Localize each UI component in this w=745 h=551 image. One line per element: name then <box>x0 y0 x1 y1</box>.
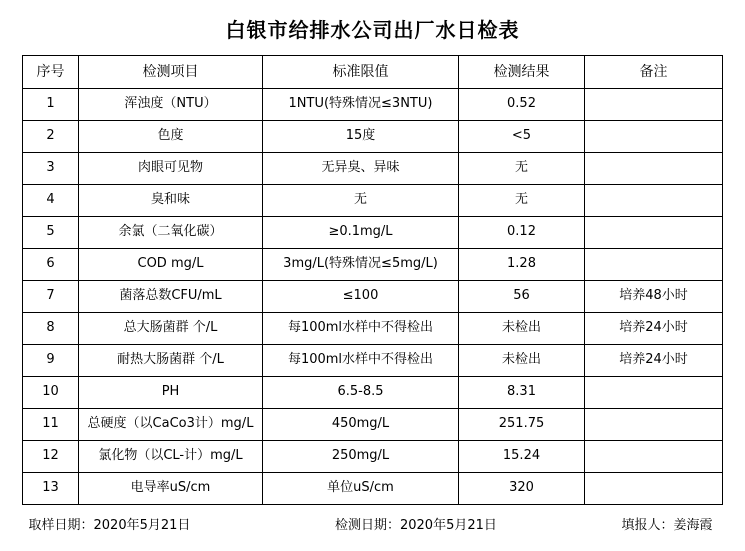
table-row <box>23 377 723 409</box>
cell-item: 臭和味 <box>79 185 263 217</box>
cell-item: 肉眼可见物 <box>79 153 263 185</box>
cell-no: 8 <box>23 313 79 345</box>
table-row <box>23 473 723 505</box>
cell-result: 未检出 <box>459 313 585 345</box>
cell-limit: 1NTU(特殊情况≤3NTU) <box>263 89 459 121</box>
report-footer <box>23 505 723 533</box>
cell-note: 培养24小时 <box>585 345 723 377</box>
cell-limit: 无 <box>263 185 459 217</box>
cell-limit: 15度 <box>263 121 459 153</box>
cell-limit: 450mg/L <box>263 409 459 441</box>
cell-limit: 250mg/L <box>263 441 459 473</box>
column-header-no: 序号 <box>23 56 79 89</box>
cell-note <box>585 473 723 505</box>
cell-note: 培养24小时 <box>585 313 723 345</box>
sample-date: 取样日期：2020年5月21日 <box>28 518 191 533</box>
test-date: 检测日期：2020年5月21日 <box>334 518 497 533</box>
cell-limit: 每100ml水样中不得检出 <box>263 345 459 377</box>
cell-item: 总大肠菌群 个/L <box>79 313 263 345</box>
cell-note <box>585 89 723 121</box>
table-header-row <box>23 56 723 89</box>
table-row <box>23 249 723 281</box>
cell-no: 4 <box>23 185 79 217</box>
cell-limit: ≤100 <box>263 281 459 313</box>
cell-no: 2 <box>23 121 79 153</box>
table-row <box>23 281 723 313</box>
cell-no: 7 <box>23 281 79 313</box>
cell-note <box>585 153 723 185</box>
table-row <box>23 121 723 153</box>
table-row <box>23 345 723 377</box>
cell-no: 5 <box>23 217 79 249</box>
cell-no: 10 <box>23 377 79 409</box>
table-header <box>23 56 723 89</box>
cell-item: COD mg/L <box>79 249 263 281</box>
cell-item: 耐热大肠菌群 个/L <box>79 345 263 377</box>
cell-note <box>585 121 723 153</box>
table-row <box>23 217 723 249</box>
cell-result: 1.28 <box>459 249 585 281</box>
cell-item: 氯化物（以CL-计）mg/L <box>79 441 263 473</box>
cell-note <box>585 249 723 281</box>
table-row <box>23 153 723 185</box>
cell-limit: 6.5-8.5 <box>263 377 459 409</box>
cell-limit: 每100ml水样中不得检出 <box>263 313 459 345</box>
cell-result: 未检出 <box>459 345 585 377</box>
table-row <box>23 441 723 473</box>
cell-limit: ≥0.1mg/L <box>263 217 459 249</box>
cell-no: 3 <box>23 153 79 185</box>
table-body <box>23 89 723 505</box>
cell-note <box>585 441 723 473</box>
cell-note <box>585 185 723 217</box>
column-header-result: 检测结果 <box>459 56 585 89</box>
cell-result: 0.12 <box>459 217 585 249</box>
filler-name: 填报人：姜海霞 <box>621 518 713 533</box>
cell-no: 12 <box>23 441 79 473</box>
cell-limit: 无异臭、异味 <box>263 153 459 185</box>
column-header-limit: 标准限值 <box>263 56 459 89</box>
table-row <box>23 313 723 345</box>
cell-note <box>585 217 723 249</box>
cell-result: 无 <box>459 185 585 217</box>
cell-limit: 3mg/L(特殊情况≤5mg/L) <box>263 249 459 281</box>
cell-no: 13 <box>23 473 79 505</box>
cell-note: 培养48小时 <box>585 281 723 313</box>
cell-item: 总硬度（以CaCo3计）mg/L <box>79 409 263 441</box>
cell-item: PH <box>79 377 263 409</box>
table-row <box>23 185 723 217</box>
cell-item: 余氯（二氧化碳） <box>79 217 263 249</box>
cell-result: 251.75 <box>459 409 585 441</box>
cell-limit: 单位uS/cm <box>263 473 459 505</box>
table-row <box>23 409 723 441</box>
column-header-item: 检测项目 <box>79 56 263 89</box>
cell-result: 320 <box>459 473 585 505</box>
cell-item: 色度 <box>79 121 263 153</box>
cell-result: 8.31 <box>459 377 585 409</box>
cell-no: 1 <box>23 89 79 121</box>
water-inspection-table <box>22 55 723 505</box>
cell-result: 56 <box>459 281 585 313</box>
table-row <box>23 89 723 121</box>
cell-no: 9 <box>23 345 79 377</box>
page-title: 白银市给排水公司出厂水日检表 <box>225 18 520 42</box>
cell-result: <5 <box>459 121 585 153</box>
cell-note <box>585 409 723 441</box>
cell-no: 11 <box>23 409 79 441</box>
cell-result: 15.24 <box>459 441 585 473</box>
cell-note <box>585 377 723 409</box>
column-header-note: 备注 <box>585 56 723 89</box>
cell-item: 电导率uS/cm <box>79 473 263 505</box>
cell-result: 无 <box>459 153 585 185</box>
cell-no: 6 <box>23 249 79 281</box>
cell-item: 浑浊度（NTU） <box>79 89 263 121</box>
cell-item: 菌落总数CFU/mL <box>79 281 263 313</box>
cell-result: 0.52 <box>459 89 585 121</box>
